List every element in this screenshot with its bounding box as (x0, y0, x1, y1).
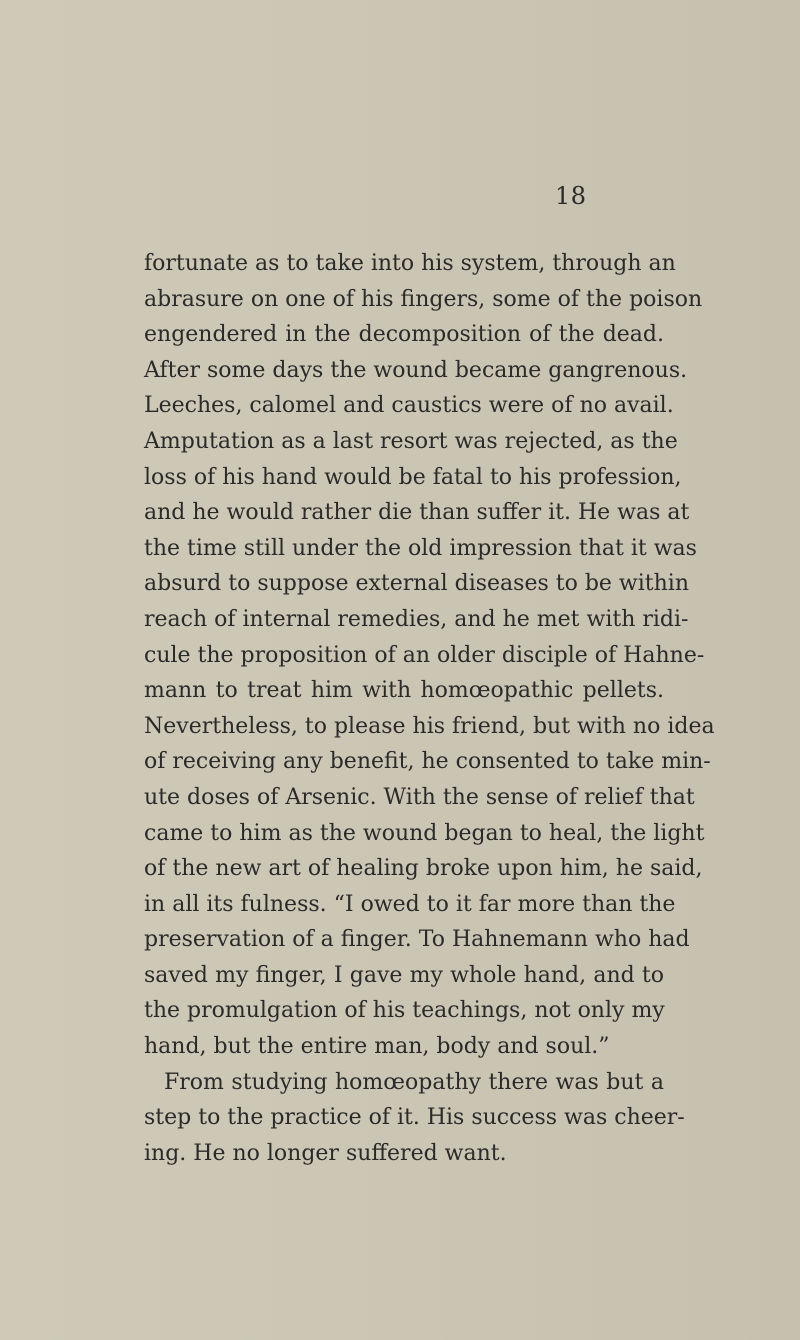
text-line: After some days the wound became gangrenous. (144, 357, 688, 383)
text-line: engendered in the decomposition of the dead. (144, 322, 664, 348)
text-line: mann to treat him with homœopathic pellets. (144, 678, 664, 704)
paragraph-end-line: hand, but the entire man, body and soul.” (144, 1034, 610, 1060)
text-line: Nevertheless, to please his friend, but with no idea (144, 713, 715, 739)
paragraph-end-line: ing. He no longer suffered want. (144, 1140, 507, 1166)
paragraph-start-line: From studying homœopathy there was but a (164, 1069, 664, 1095)
body-text (144, 246, 715, 1171)
text-line: step to the practice of it. His success was cheer- (144, 1105, 685, 1131)
text-line: loss of his hand would be fatal to his profession, (144, 464, 682, 490)
text-line: of receiving any benefit, he consented to take min- (144, 749, 711, 775)
text-line: reach of internal remedies, and he met with ridi- (144, 606, 689, 632)
text-line: preservation of a finger. To Hahnemann who had (144, 927, 690, 953)
text-line: absurd to suppose external diseases to be within (144, 571, 690, 597)
text-line: came to him as the wound began to heal, the light (144, 820, 705, 846)
text-line: the promulgation of his teachings, not only my (144, 998, 665, 1024)
text-line: saved my finger, I gave my whole hand, and to (144, 962, 664, 988)
text-line: abrasure on one of his fingers, some of the poison (144, 286, 703, 312)
text-line: cule the proposition of an older disciple of Hahne- (144, 642, 705, 668)
text-line: in all its fulness. “I owed to it far more than the (144, 891, 676, 917)
page-number: 18 (555, 182, 587, 210)
text-line: the time still under the old impression that it was (144, 535, 697, 561)
text-line: of the new art of healing broke upon him, he said, (144, 856, 703, 882)
text-line: Leeches, calomel and caustics were of no avail. (144, 393, 674, 419)
text-line: ute doses of Arsenic. With the sense of relief that (144, 784, 695, 810)
text-line: and he would rather die than suffer it. He was at (144, 500, 690, 526)
text-line: Amputation as a last resort was rejected, as the (144, 428, 678, 454)
text-line: fortunate as to take into his system, through an (144, 251, 676, 276)
